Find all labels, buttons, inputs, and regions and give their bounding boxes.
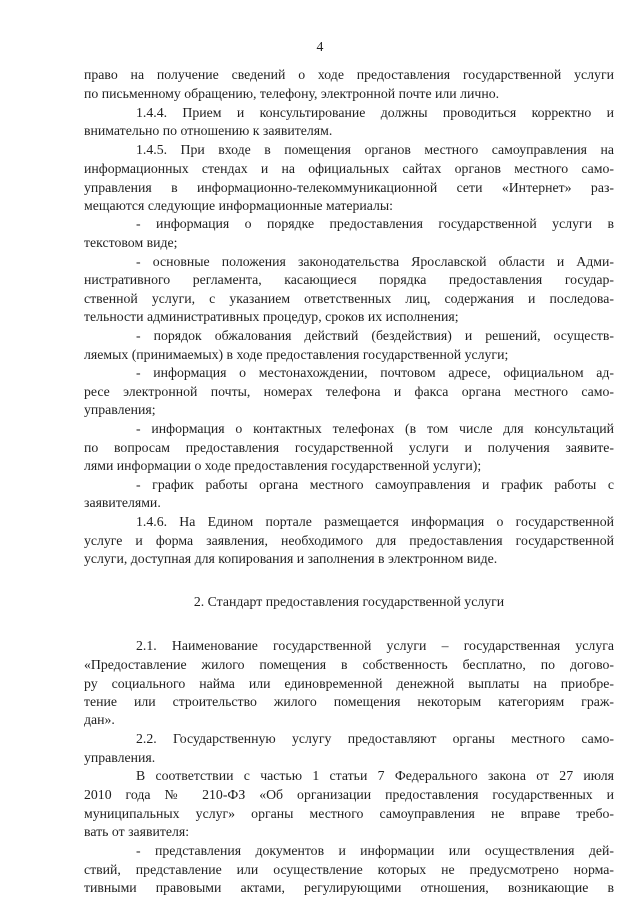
text-line: - основные положения законодательства Ярославской области и Адми- (136, 254, 614, 269)
text-line: лями информации о ходе предоставления государственной услуги); (84, 458, 482, 473)
text-line: муниципальных услуг» органы местного самоуправления не вправе требо- (84, 806, 614, 821)
text-line: 1.4.6. На Едином портале размещается информация о государственной (136, 514, 614, 529)
text-line: ру социального найма или единовременной денежной выплаты на приобре- (84, 676, 614, 691)
text-line: нистративного регламента, касающиеся порядка предоставления государ- (84, 272, 614, 287)
text-line: тение или строительство жилого помещения некоторым категориям граж- (84, 694, 614, 709)
text-line: - информация о местонахождении, почтовом адресе, официальном ад- (136, 365, 614, 380)
text-line: ляемых (принимаемых) в ходе предоставления государственной услуги; (84, 347, 509, 362)
text-line: ствий, представление или осуществление которых не предусмотрено норма- (84, 862, 614, 877)
text-line: - порядок обжалования действий (бездействия) и решений, осуществ- (136, 328, 614, 343)
text-line: «Предоставление жилого помещения в собственность бесплатно, по догово- (84, 657, 614, 672)
section-heading: 2. Стандарт предоставления государственной услуги (193, 594, 505, 609)
text-line: В соответствии с частью 1 статьи 7 Федерального закона от 27 июля (136, 768, 614, 783)
text-line: 2.2. Государственную услугу предоставляют органы местного само- (136, 731, 614, 746)
text-line: вать от заявителя: (84, 824, 190, 839)
text-line: текстовом виде; (84, 235, 178, 250)
text-line: управления; (84, 402, 156, 417)
text-line: - представления документов и информации или осуществления дей- (136, 843, 614, 858)
text-line: внимательно по отношению к заявителям. (84, 123, 333, 138)
text-line: тивными правовыми актами, регулирующими отношения, возникающие в (84, 880, 614, 895)
text-line: - информация о порядке предоставления государственной услуги в (136, 216, 614, 231)
text-line: информационных стендах и на официальных сайтах органов местного само- (84, 161, 614, 176)
text-line: 2.1. Наименование государственной услуги – государственная услуга (136, 638, 614, 653)
text-line: по письменному обращению, телефону, электронной почте или лично. (84, 86, 500, 101)
text-line: мещаются следующие информационные материалы: (84, 198, 394, 213)
text-line: управления. (84, 750, 156, 765)
text-line: - информация о контактных телефонах (в том числе для консультаций (136, 421, 614, 436)
text-line: управления в информационно-телекоммуникационной сети «Интернет» раз- (84, 180, 614, 195)
text-line: заявителями. (84, 495, 161, 510)
text-line: услуге и форма заявления, необходимого для предоставления государственной (84, 533, 614, 548)
text-line: ресе электронной почты, номерах телефона и факса органа местного само- (84, 384, 614, 399)
text-line: ственной услуги, с указанием ответственных лиц, содержания и последова- (84, 291, 614, 306)
text-line: по вопросам предоставления государственной услуги и получения заявите- (84, 440, 614, 455)
text-line: услуги, доступная для копирования и заполнения в электронном виде. (84, 551, 498, 566)
text-line: дан». (84, 712, 115, 727)
text-line: тельности административных процедур, сроков их исполнения; (84, 309, 459, 324)
text-line: 2010 года № 210-ФЗ «Об организации предоставления государственных и (84, 787, 614, 802)
page-number: 4 (316, 39, 324, 54)
text-line: - график работы органа местного самоуправления и график работы с (136, 477, 614, 492)
text-line: 1.4.4. Прием и консультирование должны проводиться корректно и (136, 105, 614, 120)
text-line: 1.4.5. При входе в помещения органов местного самоуправления на (136, 142, 614, 157)
text-line: право на получение сведений о ходе предоставления государственной услуги (84, 67, 614, 82)
